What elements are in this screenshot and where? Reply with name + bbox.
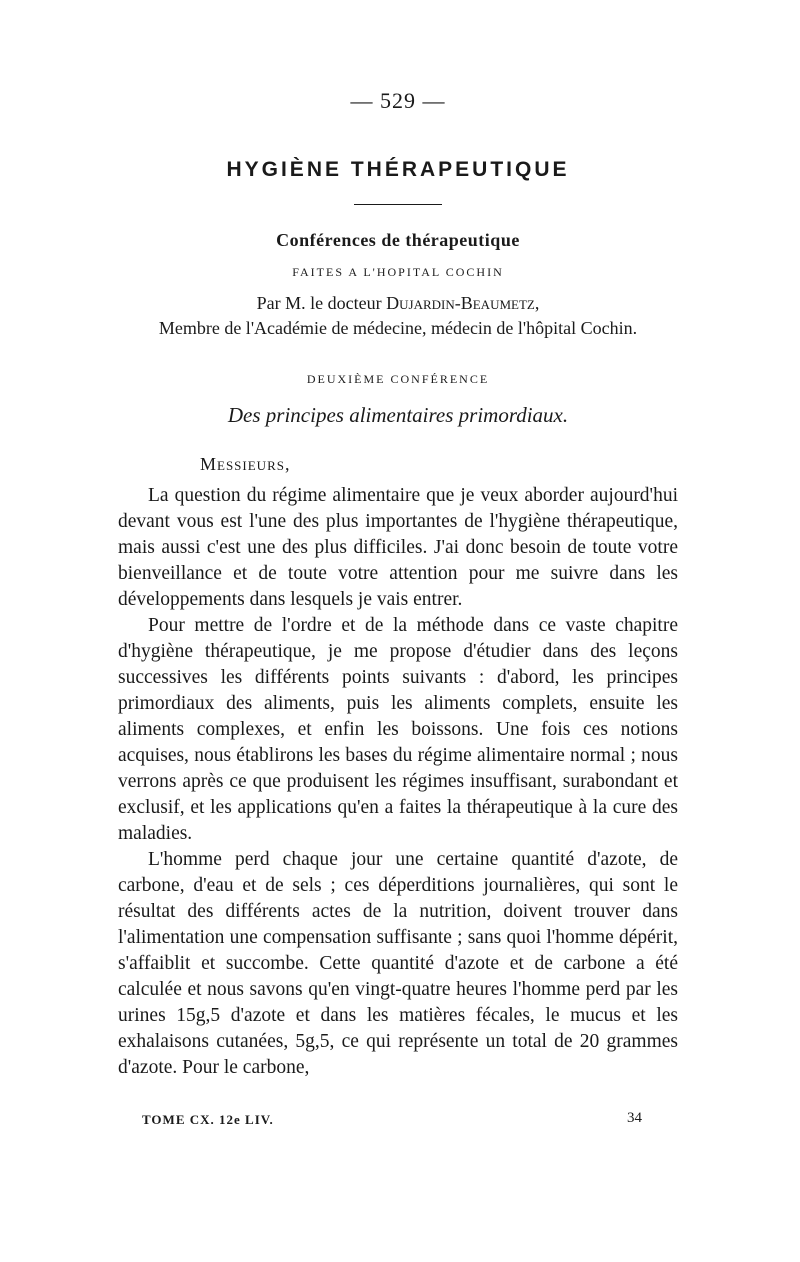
author-prefix: Par M. le docteur [256,293,382,313]
signature-mark: 34 [627,1110,642,1126]
salutation: Messieurs, [200,454,291,474]
lecture-number: DEUXIÈME CONFÉRENCE [306,372,490,386]
lecture-title: Des principes alimentaires primordiaux. [227,403,569,427]
author-name: Dujardin-Beaumetz, [386,293,540,313]
series-title: Conférences de thérapeutique [276,230,520,250]
body-text [118,483,678,1081]
paragraph-2: Pour mettre de l'ordre et de la méthode dans ce vaste chapitre d'hygiène thérapeutique, je me propose d'étudier dans des leçons successives les différents points suivants : d'abord, les principes primordiaux des aliments, puis les aliments complets, ensuite les aliments complexes, et enfin les boissons. Une fois ces notions acquises, nous établirons les bases du régime alimentaire normal ; nous verrons après ce que produisent les régimes insuffisant, surabondant et exclusif, et les applications qu'en a faites la thérapeutique à la cure des maladies. [118,615,678,844]
paragraph-1: La question du régime alimentaire que je veux aborder aujourd'hui devant vous est l'une des plus importantes de l'hygiène thérapeutique, mais aussi c'est une des plus difficiles. J'ai donc besoin de toute votre bienveillance et de toute votre attention pour me suivre dans les développements dans lesquels je vais entrer. [118,485,678,610]
page-number: — 529 — [350,88,446,113]
paragraph-3: L'homme perd chaque jour une certaine quantité d'azote, de carbone, d'eau et de sels ; ces déperditions journalières, qui sont le résultat des différents actes de la nutrition, doivent trouver dans l'alimentation une compensation suffisante ; sans quoi l'homme dépérit, s'affaiblit et succombe. Cette quantité d'azote et de carbone a été calculée et nous savons qu'en vingt-quatre heures l'homme perd par les urines 15g,5 d'azote et dans les matières fécales, le mucus et les exhalaisons cutanées, 5g,5, ce qui représente un total de 20 grammes d'azote. Pour le carbone, [118,849,678,1078]
author-affiliation: Membre de l'Académie de médecine, médecin de l'hôpital Cochin. [158,318,638,338]
section-title: HYGIÈNE THÉRAPEUTIQUE [226,158,570,181]
title-divider [354,204,442,205]
series-subtitle: FAITES A L'HOPITAL COCHIN [292,265,504,279]
volume-footer: TOME CX. 12e LIV. [142,1112,274,1127]
author-line [118,293,678,314]
